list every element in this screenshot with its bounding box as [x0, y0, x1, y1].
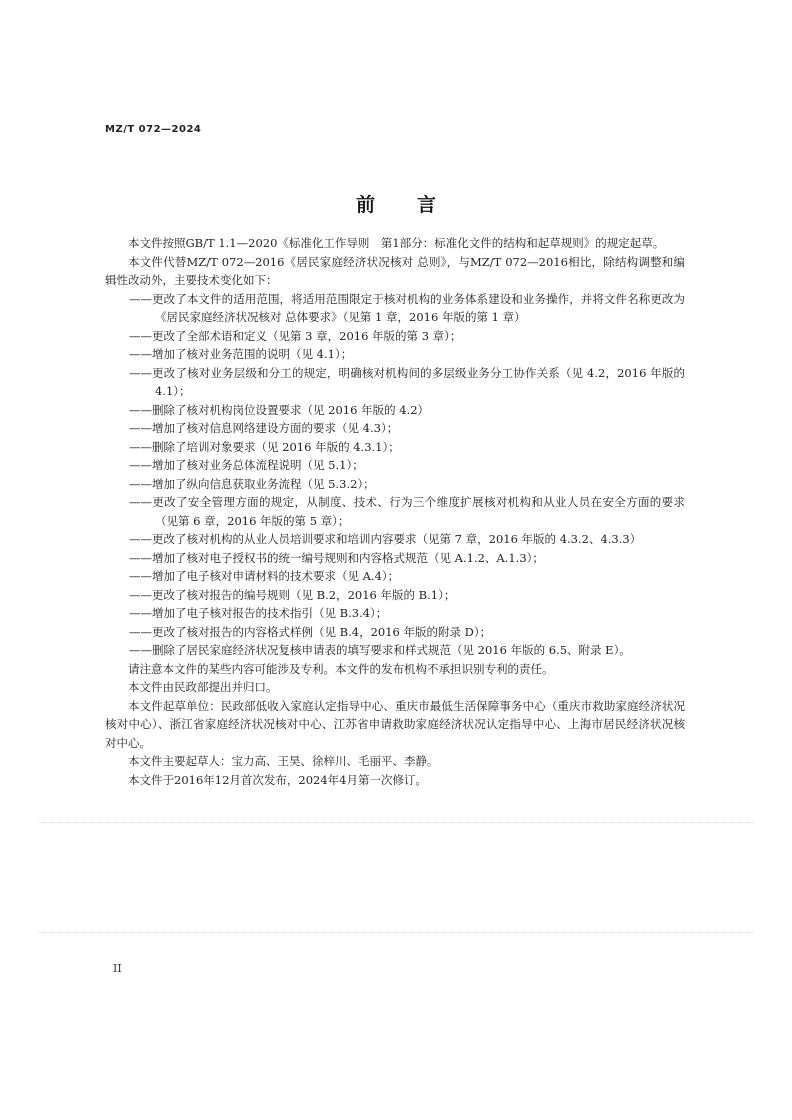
- document-header-code: MZ/T 072—2024: [105, 124, 202, 135]
- list-item: ——更改了核对业务层级和分工的规定，明确核对机构间的多层级业务分工协作关系（见 4.2，2016 年版的 4.1）；: [129, 365, 685, 398]
- page-number: II: [113, 962, 122, 975]
- list-item: ——更改了核对机构的从业人员培训要求和培训内容要求（见第 7 章，2016 年版的 4.3.2、4.3.3）: [129, 532, 642, 546]
- list-item: ——更改了本文件的适用范围，将适用范围限定于核对机构的业务体系建设和业务操作，并将文件名称更改为《居民家庭经济状况核对 总体要求》（见第 1 章，2016 年版的第 1 章）: [129, 291, 685, 324]
- list-item: ——删除了居民家庭经济状况复核申请表的填写要求和样式规范（见 2016 年版的 6.5、附录 E）。: [129, 643, 631, 657]
- dotted-divider: [38, 822, 753, 823]
- list-item: ——增加了纵向信息获取业务流程（见 5.3.2）；: [129, 476, 375, 491]
- list-item: ——增加了核对电子授权书的统一编号规则和内容格式规范（见 A.1.2、A.1.3）；: [129, 550, 544, 565]
- list-item: ——更改了安全管理方面的规定，从制度、技术、行为三个维度扩展核对机构和从业人员在安全方面的要求（见第 6 章，2016 年版的第 5 章）；: [129, 495, 685, 528]
- list-item: ——增加了核对信息网络建设方面的要求（见 4.3）；: [129, 421, 399, 435]
- publication-history-paragraph: 本文件于2016年12月首次发布，2024年4月第一次修订。: [128, 772, 427, 787]
- list-item: ——更改了全部术语和定义（见第 3 章，2016 年版的第 3 章）；: [129, 328, 462, 343]
- list-item: ——增加了核对业务范围的说明（见 4.1）；: [129, 347, 353, 361]
- dotted-divider: [38, 932, 753, 933]
- list-item: ——增加了电子核对申请材料的技术要求（见 A.4）；: [129, 569, 400, 583]
- patent-notice-paragraph: 请注意本文件的某些内容可能涉及专利。本文件的发布机构不承担识别专利的责任。: [128, 661, 554, 676]
- intro-paragraph-drafting-rules: 本文件按照GB/T 1.1—2020《标准化工作导则 第1部分：标准化文件的结构和起草规则》的规定起草。: [128, 236, 665, 250]
- page-title: 前言: [355, 194, 478, 216]
- proposer-paragraph: 本文件由民政部提出并归口。: [128, 680, 278, 694]
- intro-paragraph-replacement: 本文件代替MZ/T 072—2016《居民家庭经济状况核对 总则》，与MZ/T 072—2016相比，除结构调整和编辑性改动外，主要技术变化如下：: [105, 254, 685, 287]
- technical-changes-list: [105, 290, 685, 660]
- list-item: ——删除了培训对象要求（见 2016 年版的 4.3.1）；: [129, 439, 400, 454]
- list-item: ——增加了电子核对报告的技术指引（见 B.3.4）；: [129, 606, 388, 620]
- list-item: ——增加了核对业务总体流程说明（见 5.1）；: [129, 458, 364, 472]
- list-item: ——更改了核对报告的内容格式样例（见 B.4，2016 年版的附录 D）；: [129, 624, 492, 639]
- document-body: [105, 234, 685, 789]
- list-item: ——更改了核对报告的编号规则（见 B.2，2016 年版的 B.1）；: [129, 587, 456, 602]
- list-item: ——删除了核对机构岗位设置要求（见 2016 年版的 4.2）: [129, 402, 430, 417]
- main-drafters-paragraph: 本文件主要起草人：宝力高、王昊、徐梓川、毛丽平、李静。: [128, 754, 439, 768]
- drafting-units-paragraph: 本文件起草单位：民政部低收入家庭认定指导中心、重庆市最低生活保障事务中心（重庆市救助家庭经济状况核对中心）、浙江省家庭经济状况核对中心、江苏省申请救助家庭经济状况认定指导中心、上海市居民经济状况核对中心。: [105, 698, 685, 750]
